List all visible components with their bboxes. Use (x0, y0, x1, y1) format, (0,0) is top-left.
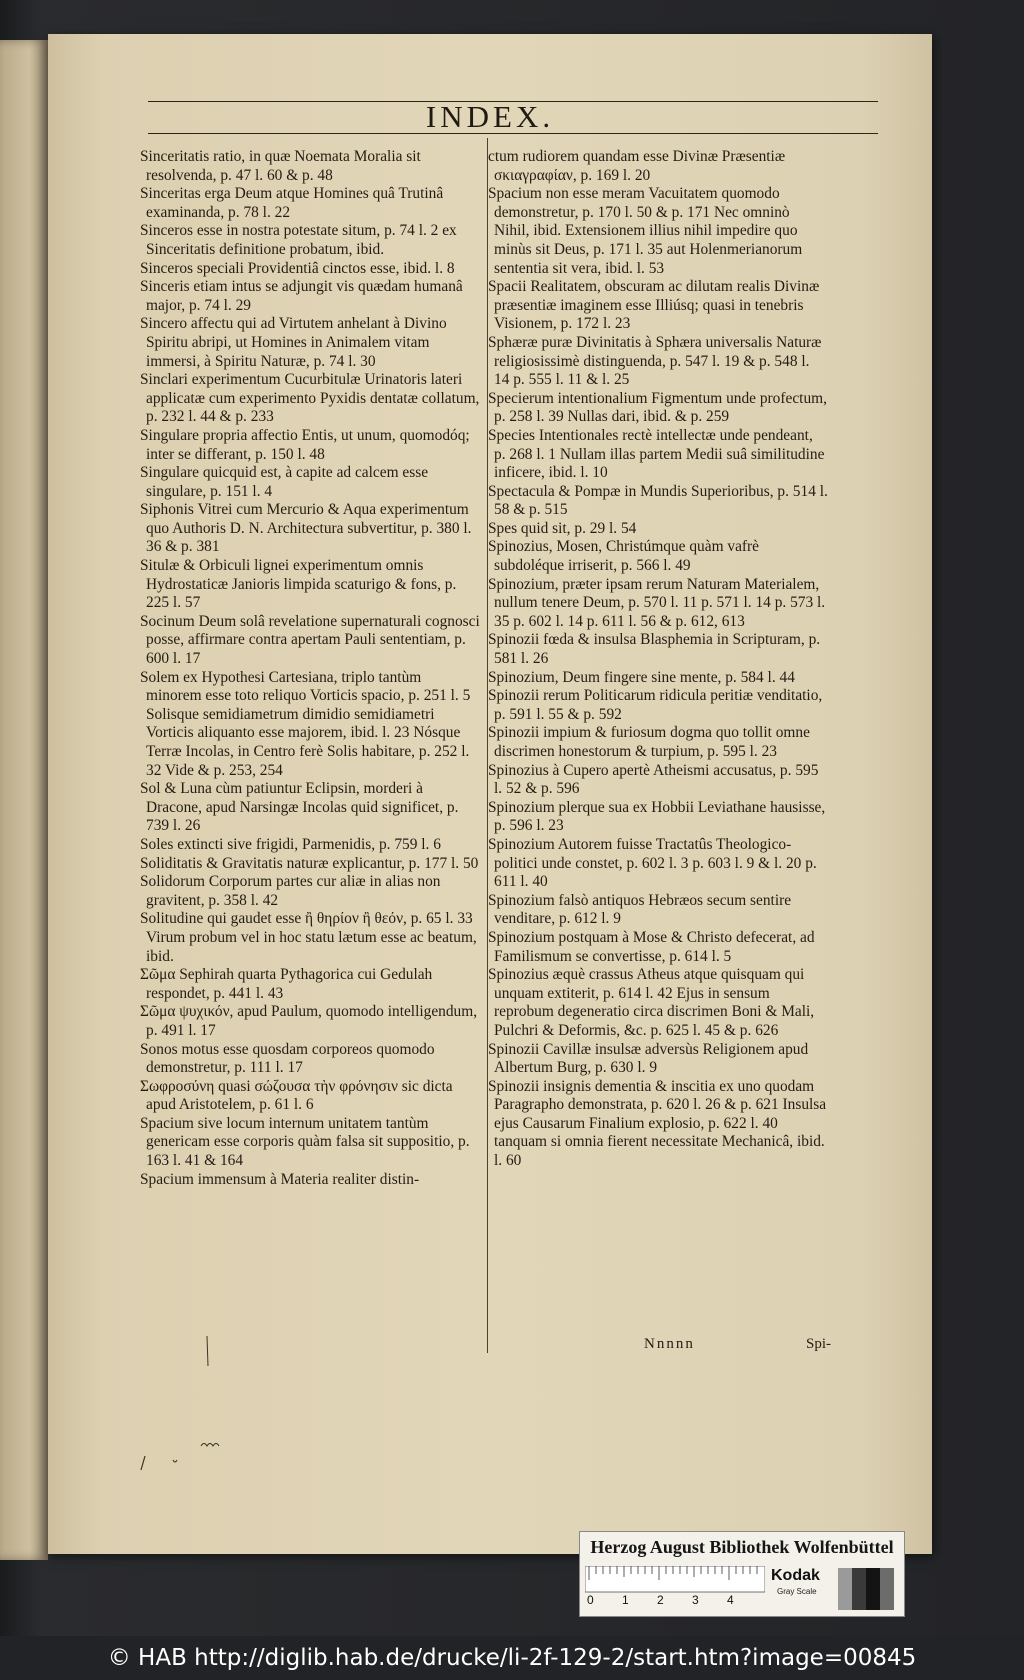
index-entry: Sinceritas erga Deum atque Homines quâ Trutinâ examinanda, p. 78 l. 22 (140, 185, 444, 221)
catchword: Spi- (806, 1336, 832, 1352)
index-entry: Sonos motus esse quosdam corporeos quomodo demonstretur, p. 111 l. 17 (140, 1040, 435, 1077)
ruler-label: 4 (727, 1593, 734, 1607)
kodak-logo: Kodak (771, 1567, 820, 1584)
index-entry: Soliditatis & Gravitatis naturæ explicantur, p. 177 l. 50 (140, 854, 479, 872)
index-entry: Sol & Luna cùm patiuntur Eclipsin, morderi à Dracone, apud Narsingæ Incolas quid significet, p. 739 l. 26 (140, 780, 459, 835)
index-entry: Spinozius æquè crassus Atheus atque quisquam qui unquam extiterit, p. 614 l. 42 Ejus in sensum reprobum degeneratio circa discrimen Boni & Mali, Pulchri & Deformis, &c. p. 625 l. 45 & p. 626 (488, 966, 815, 1039)
index-entry: Spacium sive locum internum unitatem tantùm genericam esse corporis quàm falsa sit suppositio, p. 163 l. 41 & 164 (140, 1114, 470, 1170)
index-entry: Spinozii insignis dementia & inscitia ex uno quodam Paragrapho demonstrata, p. 620 l. 26 & p. 621 Insulsa ejus Causarum Finalium explosio, p. 622 l. 40 tanquam si omnia fierent necessitate Mechanicâ, ibid. l. 60 (488, 1077, 827, 1170)
index-entry: Σῶμα ψυχικόν, apud Paulum, quomodo intelligendum, p. 491 l. 17 (140, 1003, 478, 1039)
index-entry: Specierum intentionalium Figmentum unde profectum, p. 258 l. 39 Nullas dari, ibid. & p. 259 (488, 389, 827, 426)
index-entry: Sinceris etiam intus se adjungit vis quædam humanâ major, p. 74 l. 29 (140, 278, 463, 314)
index-entry: Spes quid sit, p. 29 l. 54 (488, 519, 637, 537)
index-entry: Situlæ & Orbiculi lignei experimentum omnis Hydrostaticæ Janioris limpida scaturigo & fons, p. 225 l. 57 (140, 557, 457, 612)
index-entry: Solidorum Corporum partes cur aliæ in alias non gravitent, p. 358 l. 42 (140, 873, 441, 909)
index-entry: Σῶμα Sephirah quarta Pythagorica cui Gedulah respondet, p. 441 l. 43 (140, 966, 433, 1002)
ruler-label: 0 (587, 1593, 594, 1607)
index-entry: Species Intentionales rectè intellectæ unde pendeant, p. 268 l. 1 Nullam illas partem Medii suâ similitudine inficere, ibid. l. 10 (488, 426, 825, 482)
index-entry: Spinozium postquam à Mose & Christo defecerat, ad Familismum se convertisse, p. 614 l. 5 (488, 928, 815, 965)
index-column-right (488, 148, 828, 1171)
facing-page-edge (0, 40, 48, 1560)
index-entry: Spinozii rerum Politicarum ridicula peritiæ venditatio, p. 591 l. 55 & p. 592 (488, 687, 823, 723)
index-entry: Spacii Realitatem, obscuram ac dilutam realis Divinæ præsentiæ imaginem esse Illiúsq; quasi in tenebris Visionem, p. 172 l. 23 (488, 278, 820, 333)
index-entry: Spacium non esse meram Vacuitatem quomodo demonstretur, p. 170 l. 50 & p. 171 Nec omninò Nihil, ibid. Extensionem illius nihil impedire quo minùs sit Deus, p. 171 l. 35 aut Holenmerianorum sententia sit vera, ibid. l. 53 (488, 185, 803, 277)
index-entry: Solem ex Hypothesi Cartesiana, triplo tantùm minorem esse toto reliquo Vorticis spacio, p. 251 l. 5 Solisque semidiametrum dimidio semidiametri Vorticis aliquanto esse majorem, ibid. l. 23 Nósque Terræ Incolas, in Centro ferè Solis habitare, p. 252 l. 32 Vide & p. 253, 254 (140, 668, 471, 779)
index-entry: ctum rudiorem quandam esse Divinæ Præsentiæ σκιαγραφίαν, p. 169 l. 20 (488, 148, 786, 184)
index-entry: Solitudine qui gaudet esse ἢ θηρίον ἢ θεόν, p. 65 l. 33 Virum probum vel in hoc statu lætum esse ac beatum, ibid. (140, 910, 477, 965)
index-entry: Sinceritatis ratio, in quæ Noemata Moralia sit resolvenda, p. 47 l. 60 & p. 48 (140, 148, 421, 184)
signature-mark: Nnnnn (644, 1336, 695, 1352)
index-entry: Sincero affectu qui ad Virtutem anhelant à Divino Spiritu abripi, ut Homines in Animalem vitam immersi, à Spiritu Naturæ, p. 74 l. 30 (140, 315, 447, 370)
index-entry: Singulare propria affectio Entis, ut unum, quomodóq; inter se differant, p. 150 l. 48 (140, 426, 470, 463)
index-entry: Spectacula & Pompæ in Mundis Superioribus, p. 514 l. 58 & p. 515 (488, 482, 828, 519)
page-title: INDEX. (425, 99, 555, 134)
ruler-labels (585, 1593, 765, 1609)
index-entry: Spinozium, Deum fingere sine mente, p. 584 l. 44 (488, 668, 795, 686)
kodak-gray-scale-label: Gray Scale (777, 1587, 817, 1596)
index-entry: Singulare quicquid est, à capite ad calcem esse singulare, p. 151 l. 4 (140, 464, 429, 500)
header-rule-bottom (148, 133, 878, 134)
library-name: Herzog August Bibliothek Wolfenbüttel (590, 1537, 894, 1557)
library-color-card (579, 1531, 905, 1617)
scanned-page (48, 34, 932, 1554)
ruler-label: 3 (692, 1593, 699, 1607)
index-entry: Spacium immensum à Materia realiter distin- (140, 1170, 420, 1188)
index-column-left (140, 148, 480, 1189)
index-entry: Spinozium, præter ipsam rerum Naturam Materialem, nullum tenere Deum, p. 570 l. 11 p. 571 l. 14 p. 573 l. 35 p. 602 l. 14 p. 611 l. 56 & p. 612, 613 (488, 575, 826, 630)
index-entry: Σωφροσύνη quasi σώζουσα τὴν φρόνησιν sic dicta apud Aristotelem, p. 61 l. 6 (140, 1077, 453, 1114)
copyright-footer: © HAB http://diglib.hab.de/drucke/li-2f-129-2/start.htm?image=00845 (0, 1636, 1024, 1680)
index-entry: Socinum Deum solâ revelatione supernaturali cognosci posse, affirmare contra apertam Pauli sententiam, p. 600 l. 17 (140, 612, 480, 668)
index-entry: Spinozii Cavillæ insulsæ adversùs Religionem apud Albertum Burg, p. 630 l. 9 (488, 1040, 809, 1077)
index-entry: Spinozii impium & furiosum dogma quo tollit omne discrimen honestorum & turpium, p. 595 l. 23 (488, 724, 810, 760)
index-entry: Spinozius à Cupero apertè Atheismi accusatus, p. 595 l. 52 & p. 596 (488, 761, 819, 798)
index-entry: Sphæræ puræ Divinitatis à Sphæra universalis Naturæ religiosissimè distinguenda, p. 547 l. 19 & p. 548 l. 14 p. 555 l. 11 & l. 25 (488, 333, 822, 389)
index-entry: Spinozii fœda & insulsa Blasphemia in Scripturam, p. 581 l. 26 (488, 631, 821, 668)
ruler-label: 2 (657, 1593, 664, 1607)
index-entry: Sinclari experimentum Cucurbitulæ Urinatoris lateri applicatæ cum experimento Pyxidis dentatæ collatum, p. 232 l. 44 & p. 233 (140, 371, 480, 426)
index-entry: Siphonis Vitrei cum Mercurio & Aqua experimentum quo Authoris D. N. Architectura subvertitur, p. 380 l. 36 & p. 381 (140, 501, 472, 556)
index-entry: Spinozium plerque sua ex Hobbii Leviathane hausisse, p. 596 l. 23 (488, 798, 826, 835)
index-entry: Sinceros esse in nostra potestate situm, p. 74 l. 2 ex Sinceritatis definitione probatum, ibid. (140, 222, 457, 258)
index-entry: Spinozius, Mosen, Christúmque quàm vafrè subdoléque irriserit, p. 566 l. 49 (488, 538, 760, 575)
index-entry: Spinozium falsò antiquos Hebræos secum sentire venditare, p. 612 l. 9 (488, 891, 792, 928)
gray-scale-patches (838, 1568, 894, 1610)
index-entry: Spinozium Autorem fuisse Tractatûs Theologico-politici unde constet, p. 602 l. 3 p. 603 l. 9 & l. 20 p. 611 l. 40 (488, 835, 817, 891)
pencil-marks (123, 1334, 243, 1494)
index-entry: Sinceros speciali Providentiâ cinctos esse, ibid. l. 8 (140, 259, 455, 277)
ruler-label: 1 (622, 1593, 629, 1607)
index-entry: Soles extincti sive frigidi, Parmenidis, p. 759 l. 6 (140, 835, 441, 853)
